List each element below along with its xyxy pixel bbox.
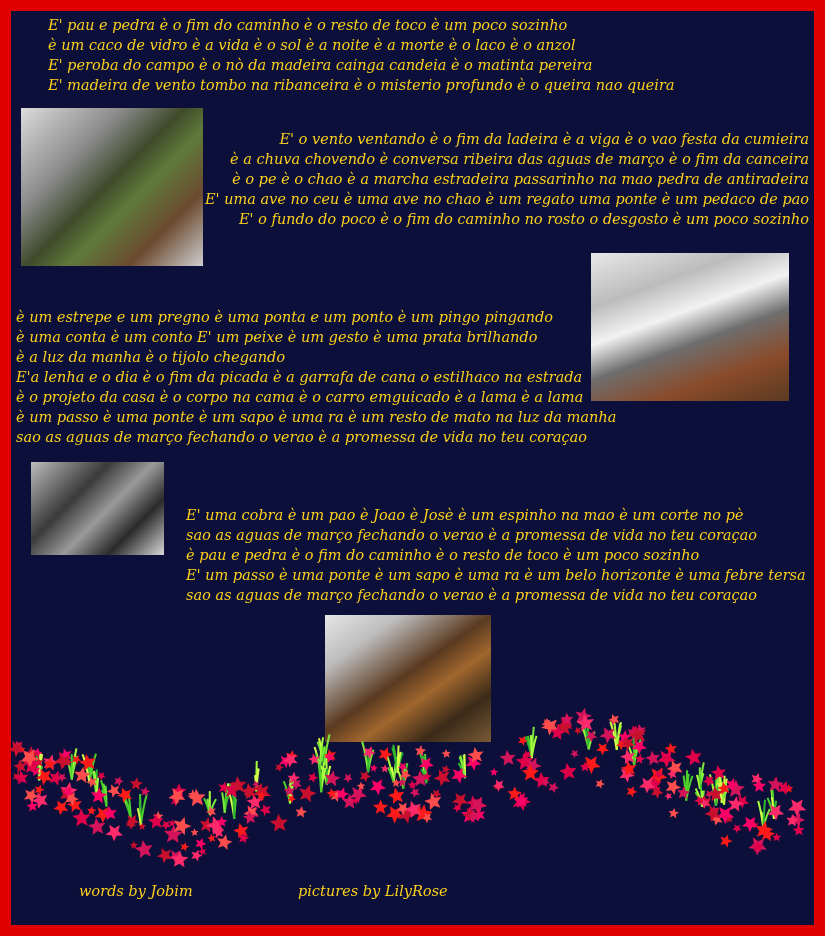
red-leaf-icon <box>595 779 605 789</box>
red-leaf-icon <box>156 847 173 865</box>
stanza-1 <box>48 16 674 96</box>
poem-page <box>11 11 814 925</box>
verse-line: E' peroba do campo è o nò da madeira cainga candeia è o matinta pereira <box>48 58 593 74</box>
red-leaf-icon <box>664 792 673 801</box>
red-leaf-icon <box>190 828 198 836</box>
red-leaf-icon <box>387 787 405 806</box>
stanza-2 <box>205 130 809 230</box>
verse-line: è o projeto da casa è o corpo na cama è o carro emguicado è a lama è a lama <box>16 390 584 406</box>
red-leaf-icon <box>266 812 291 836</box>
red-leaf-icon <box>217 834 233 851</box>
red-leaf-icon <box>33 783 46 796</box>
red-leaf-icon <box>451 793 468 810</box>
red-leaf-icon <box>792 824 805 836</box>
red-leaf-icon <box>785 796 807 819</box>
verse-line: E' o vento ventando è o fim da ladeira è a viga è o vao festa da cumieira <box>279 132 809 148</box>
verse-line: E' pau e pedra è o fim do caminho è o resto de toco è um poco sozinho <box>48 18 568 34</box>
red-leaf-icon <box>579 751 605 776</box>
words-credit: words by Jobim <box>79 884 193 900</box>
red-leaf-icon <box>732 824 742 833</box>
red-leaf-icon <box>644 748 663 768</box>
red-leaf-icon <box>596 743 609 755</box>
pictures-credit: pictures by LilyRose <box>298 884 448 900</box>
red-leaf-icon <box>367 775 389 797</box>
red-leaf-icon <box>417 753 437 773</box>
red-leaf-icon <box>133 839 153 860</box>
red-leaf-icon <box>716 832 734 850</box>
red-leaf-icon <box>373 799 388 814</box>
verse-line: E' uma ave no ceu è uma ave no chao è um regato uma ponte è um pedaco de pao <box>204 192 809 208</box>
verse-line: è um estrepe e um pregno è uma ponta e um ponto è um pingo pingando <box>16 310 554 326</box>
verse-line: E' madeira de vento tombo na ribanceira è o misterio profundo è o queira nao queira <box>48 78 675 94</box>
red-leaf-icon <box>668 807 680 819</box>
red-leaf-icon <box>490 768 499 776</box>
red-leaf-icon <box>380 764 389 773</box>
verse-line: E' um passo è uma ponte è um sapo è uma ra è um belo horizonte è uma febre tersa <box>186 568 806 584</box>
red-leaf-icon <box>193 836 208 851</box>
red-leaf-icon <box>492 778 508 794</box>
red-leaf-icon <box>407 779 418 790</box>
verse-line: sao as aguas de março fechando o verao è a promessa de vida no teu coraçao <box>186 588 758 604</box>
verse-line: E'a lenha e o dia è o fim da picada è a garrafa de cana o estilhaco na estrada <box>16 370 583 386</box>
verse-line: è um caco de vidro è a vida è o sol è a noite è a morte è o laco è o anzol <box>48 38 576 54</box>
red-leaf-icon <box>308 772 319 783</box>
waterfall-photo <box>591 253 789 401</box>
red-leaf-icon <box>624 784 639 798</box>
red-leaf-icon <box>103 820 127 844</box>
red-leaf-icon <box>440 748 453 760</box>
fern-snow-photo <box>21 108 203 266</box>
red-leaf-icon <box>343 772 354 784</box>
verse-line: è um passo è uma ponte è um sapo è uma ra è um resto de mato na luz da manha <box>16 410 617 426</box>
red-leaf-icon <box>187 788 207 807</box>
verse-line: è pau e pedra è o fim do caminho è o resto de toco è um poco sozinho <box>186 548 700 564</box>
verse-line: sao as aguas de março fechando o verao è a promessa de vida no teu coraçao <box>186 528 758 544</box>
red-leaf-icon <box>557 760 581 784</box>
red-leaf-icon <box>497 748 519 770</box>
red-leaf-icon <box>293 805 309 821</box>
grass-tuft-icon <box>392 745 402 773</box>
red-leaf-icon <box>258 802 273 817</box>
verse-line: E' uma cobra è um pao è Joao è Josè è um espinho na mao è um corte no pè <box>186 508 744 524</box>
red-leaf-icon <box>111 775 124 788</box>
red-leaf-icon <box>359 770 371 783</box>
verse-line: è o pe è o chao è a marcha estradeira passarinho na mao pedra de antiradeira <box>232 172 809 188</box>
stanza-4 <box>186 506 806 606</box>
stanza-3 <box>16 308 616 448</box>
verse-line: è uma conta è um conto E' um peixe è um gesto è uma prata brilhando <box>16 330 538 346</box>
verse-line: sao as aguas de março fechando o verao è a promessa de vida no teu coraçao <box>16 430 588 446</box>
grass-tuft-icon <box>138 794 147 825</box>
leaf-garland-decoration <box>11 701 814 881</box>
verse-line: è a luz da manha è o tijolo chegando <box>16 350 286 366</box>
red-leaf-icon <box>569 747 581 759</box>
red-leaf-icon <box>86 815 110 839</box>
red-leaf-icon <box>376 744 395 762</box>
red-leaf-icon <box>129 777 143 791</box>
red-leaf-icon <box>369 763 378 772</box>
verse-line: E' o fundo do poco è o fim do caminho no rosto o desgosto è um poco sozinho <box>238 212 809 228</box>
snowy-twigs-photo <box>31 462 164 555</box>
verse-line: è a chuva chovendo è conversa ribeira das aguas de março è o fim da canceira <box>230 152 809 168</box>
red-leaf-icon <box>165 784 188 807</box>
